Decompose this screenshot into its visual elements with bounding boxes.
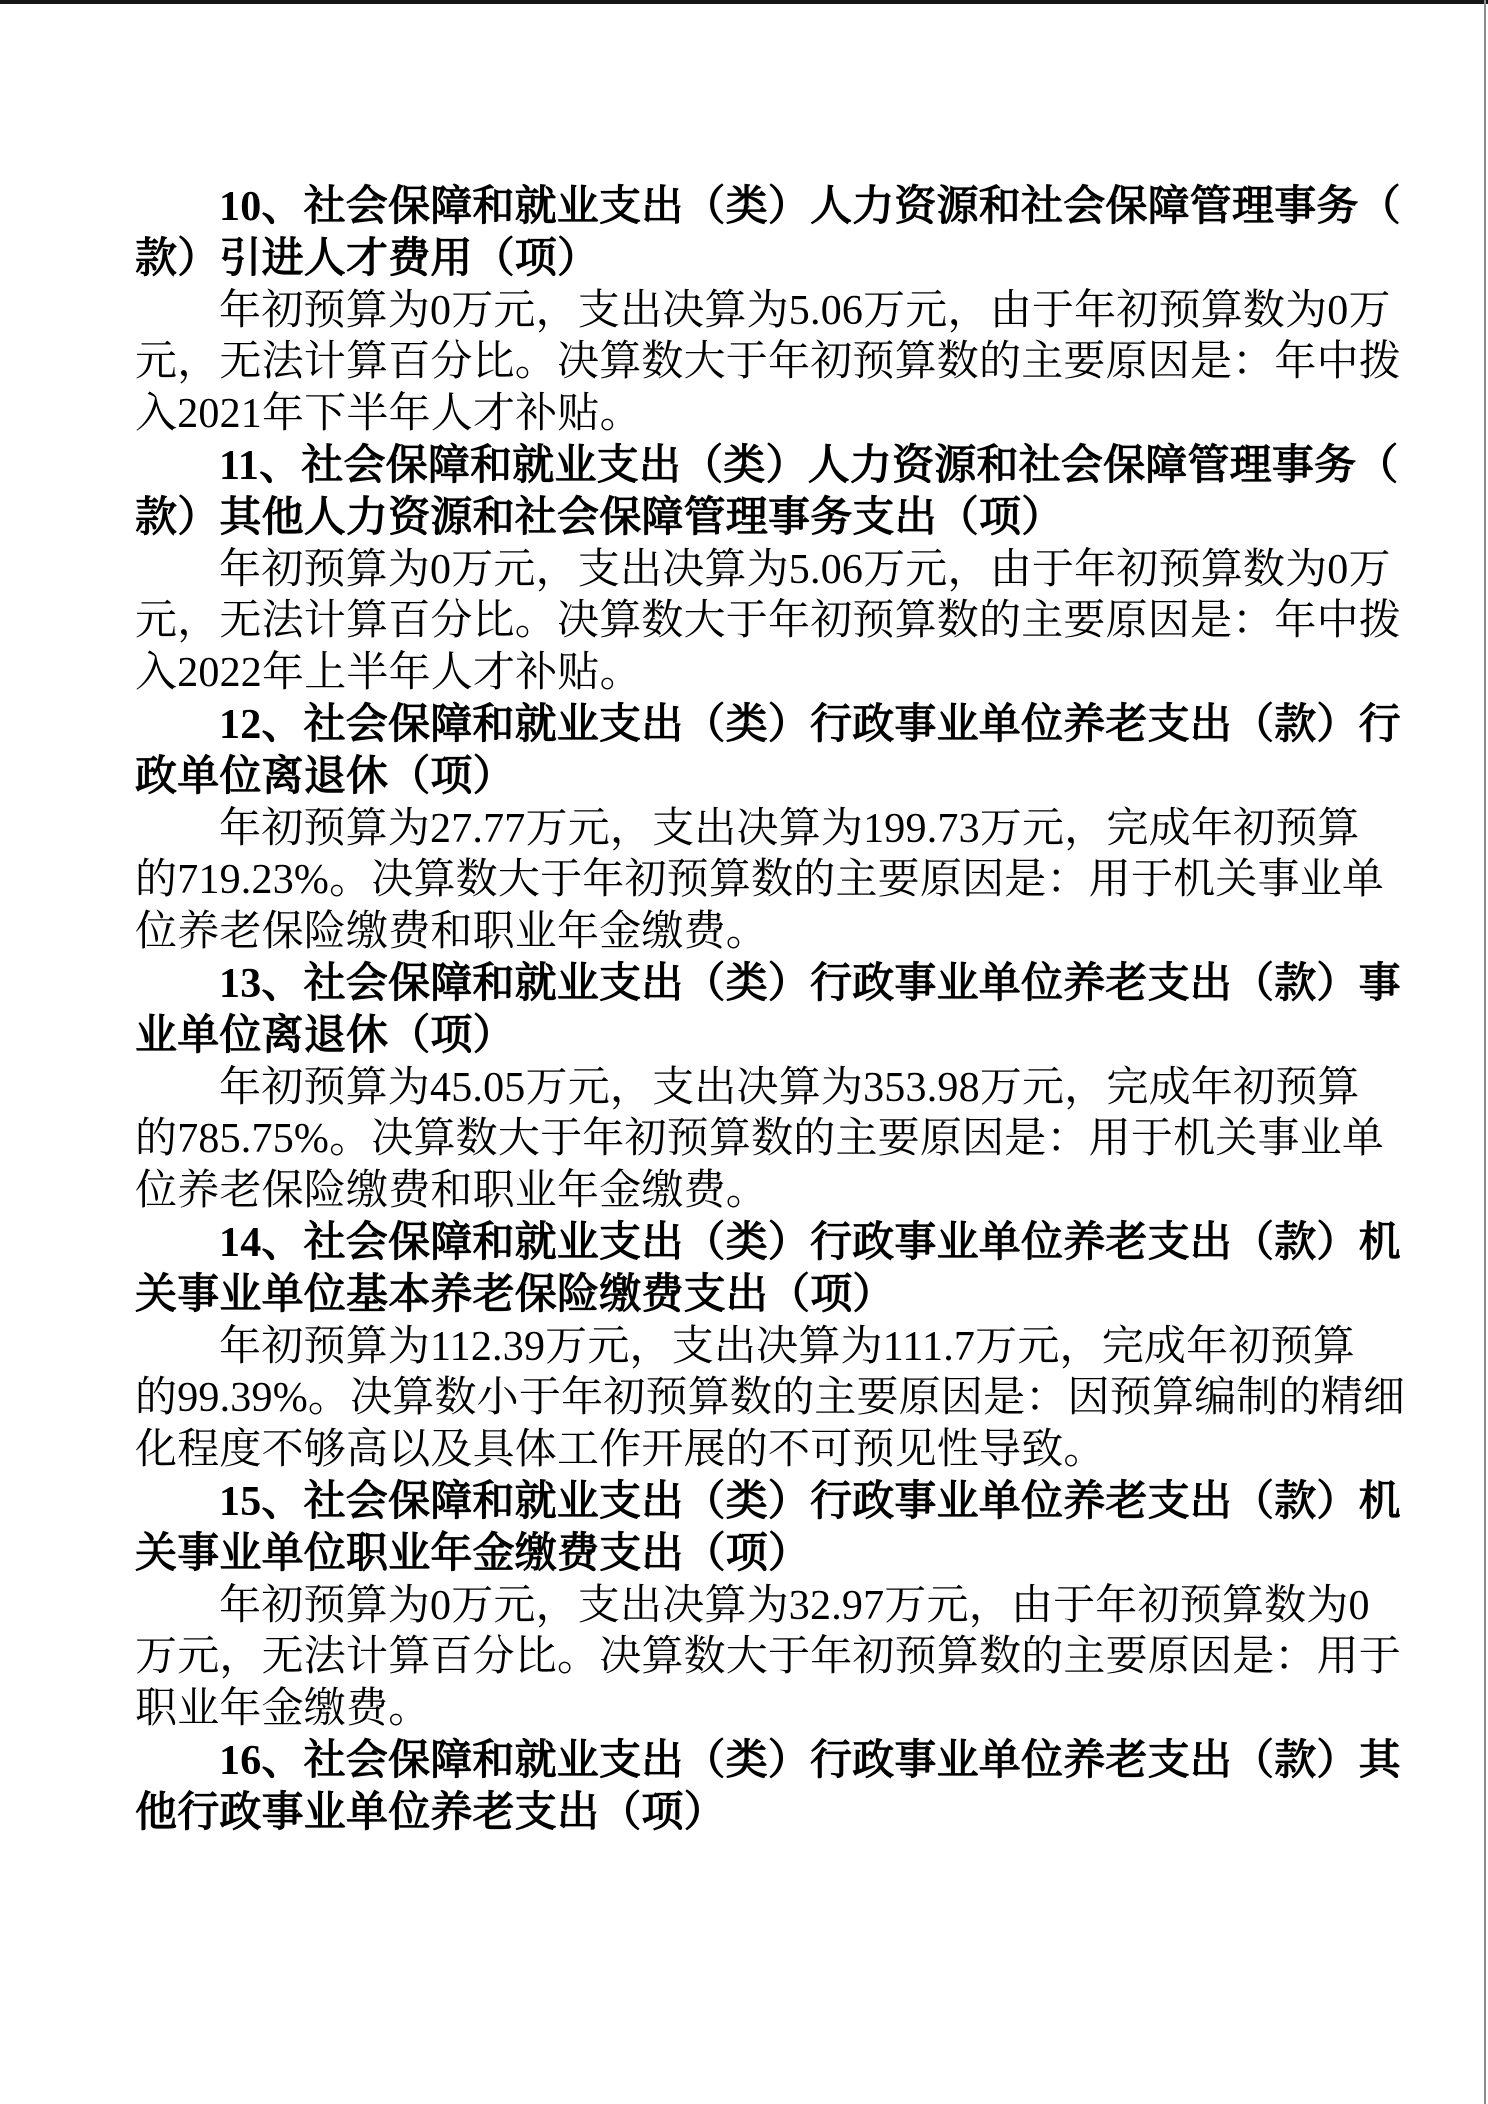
heading-line: 款）引进人才费用（项）: [135, 235, 600, 282]
body-line: 年初预算为0万元，支出决算为5.06万元，由于年初预算数为0万: [219, 287, 1391, 334]
body-line: 年初预算为112.39万元，支出决算为111.7万元，完成年初预算: [219, 1323, 1355, 1370]
document-content: [135, 182, 1406, 1840]
body-line: 元，无法计算百分比。决算数大于年初预算数的主要原因是：年中拨: [135, 598, 1402, 645]
body-line: 入2022年上半年人才补贴。: [135, 650, 642, 697]
body-line: 入2021年下半年人才补贴。: [135, 391, 642, 438]
budget-item-10: [135, 182, 1402, 441]
budget-item-12: [135, 700, 1401, 959]
budget-item-16: [135, 1736, 1401, 1840]
heading-line: 款）其他人力资源和社会保障管理事务支出（项）: [135, 494, 1064, 541]
heading-line: 业单位离退休（项）: [135, 1012, 515, 1059]
body-line: 位养老保险缴费和职业年金缴费。: [135, 1168, 769, 1215]
budget-item-14: [135, 1218, 1406, 1477]
body-line: 年初预算为27.77万元，支出决算为199.73万元，完成年初预算: [219, 805, 1360, 852]
page-top-border: [0, 0, 1488, 4]
heading-line: 政单位离退休（项）: [135, 753, 515, 800]
heading-line: 16、社会保障和就业支出（类）行政事业单位养老支出（款）其: [219, 1737, 1401, 1784]
body-line: 的719.23%。决算数大于年初预算数的主要原因是：用于机关事业单: [135, 857, 1385, 904]
budget-item-15: [135, 1477, 1402, 1736]
heading-line: 12、社会保障和就业支出（类）行政事业单位养老支出（款）行: [219, 701, 1401, 748]
body-line: 的785.75%。决算数大于年初预算数的主要原因是：用于机关事业单: [135, 1116, 1385, 1163]
body-line: 年初预算为45.05万元，支出决算为353.98万元，完成年初预算: [219, 1064, 1360, 1111]
body-line: 年初预算为0万元，支出决算为5.06万元，由于年初预算数为0万: [219, 546, 1391, 593]
heading-line: 他行政事业单位养老支出（项）: [135, 1789, 726, 1836]
page-right-border: [1484, 0, 1486, 2104]
heading-line: 关事业单位基本养老保险缴费支出（项）: [135, 1271, 895, 1318]
body-line: 的99.39%。决算数小于年初预算数的主要原因是：因预算编制的精细: [135, 1375, 1406, 1422]
body-line: 年初预算为0万元，支出决算为32.97万元，由于年初预算数为0: [219, 1582, 1370, 1629]
body-line: 化程度不够高以及具体工作开展的不可预见性导致。: [135, 1427, 1106, 1474]
budget-item-13: [135, 959, 1401, 1218]
body-line: 万元，无法计算百分比。决算数大于年初预算数的主要原因是：用于: [135, 1634, 1402, 1681]
body-line: 职业年金缴费。: [135, 1686, 431, 1733]
heading-line: 10、社会保障和就业支出（类）人力资源和社会保障管理事务（: [219, 184, 1401, 230]
body-line: 位养老保险缴费和职业年金缴费。: [135, 909, 769, 956]
heading-line: 15、社会保障和就业支出（类）行政事业单位养老支出（款）机: [219, 1478, 1401, 1525]
heading-line: 关事业单位职业年金缴费支出（项）: [135, 1530, 811, 1577]
heading-line: 14、社会保障和就业支出（类）行政事业单位养老支出（款）机: [219, 1219, 1401, 1266]
heading-line: 13、社会保障和就业支出（类）行政事业单位养老支出（款）事: [219, 960, 1401, 1007]
budget-item-11: [135, 441, 1402, 700]
body-line: 元，无法计算百分比。决算数大于年初预算数的主要原因是：年中拨: [135, 339, 1402, 386]
heading-line: 11、社会保障和就业支出（类）人力资源和社会保障管理事务（: [219, 442, 1399, 489]
